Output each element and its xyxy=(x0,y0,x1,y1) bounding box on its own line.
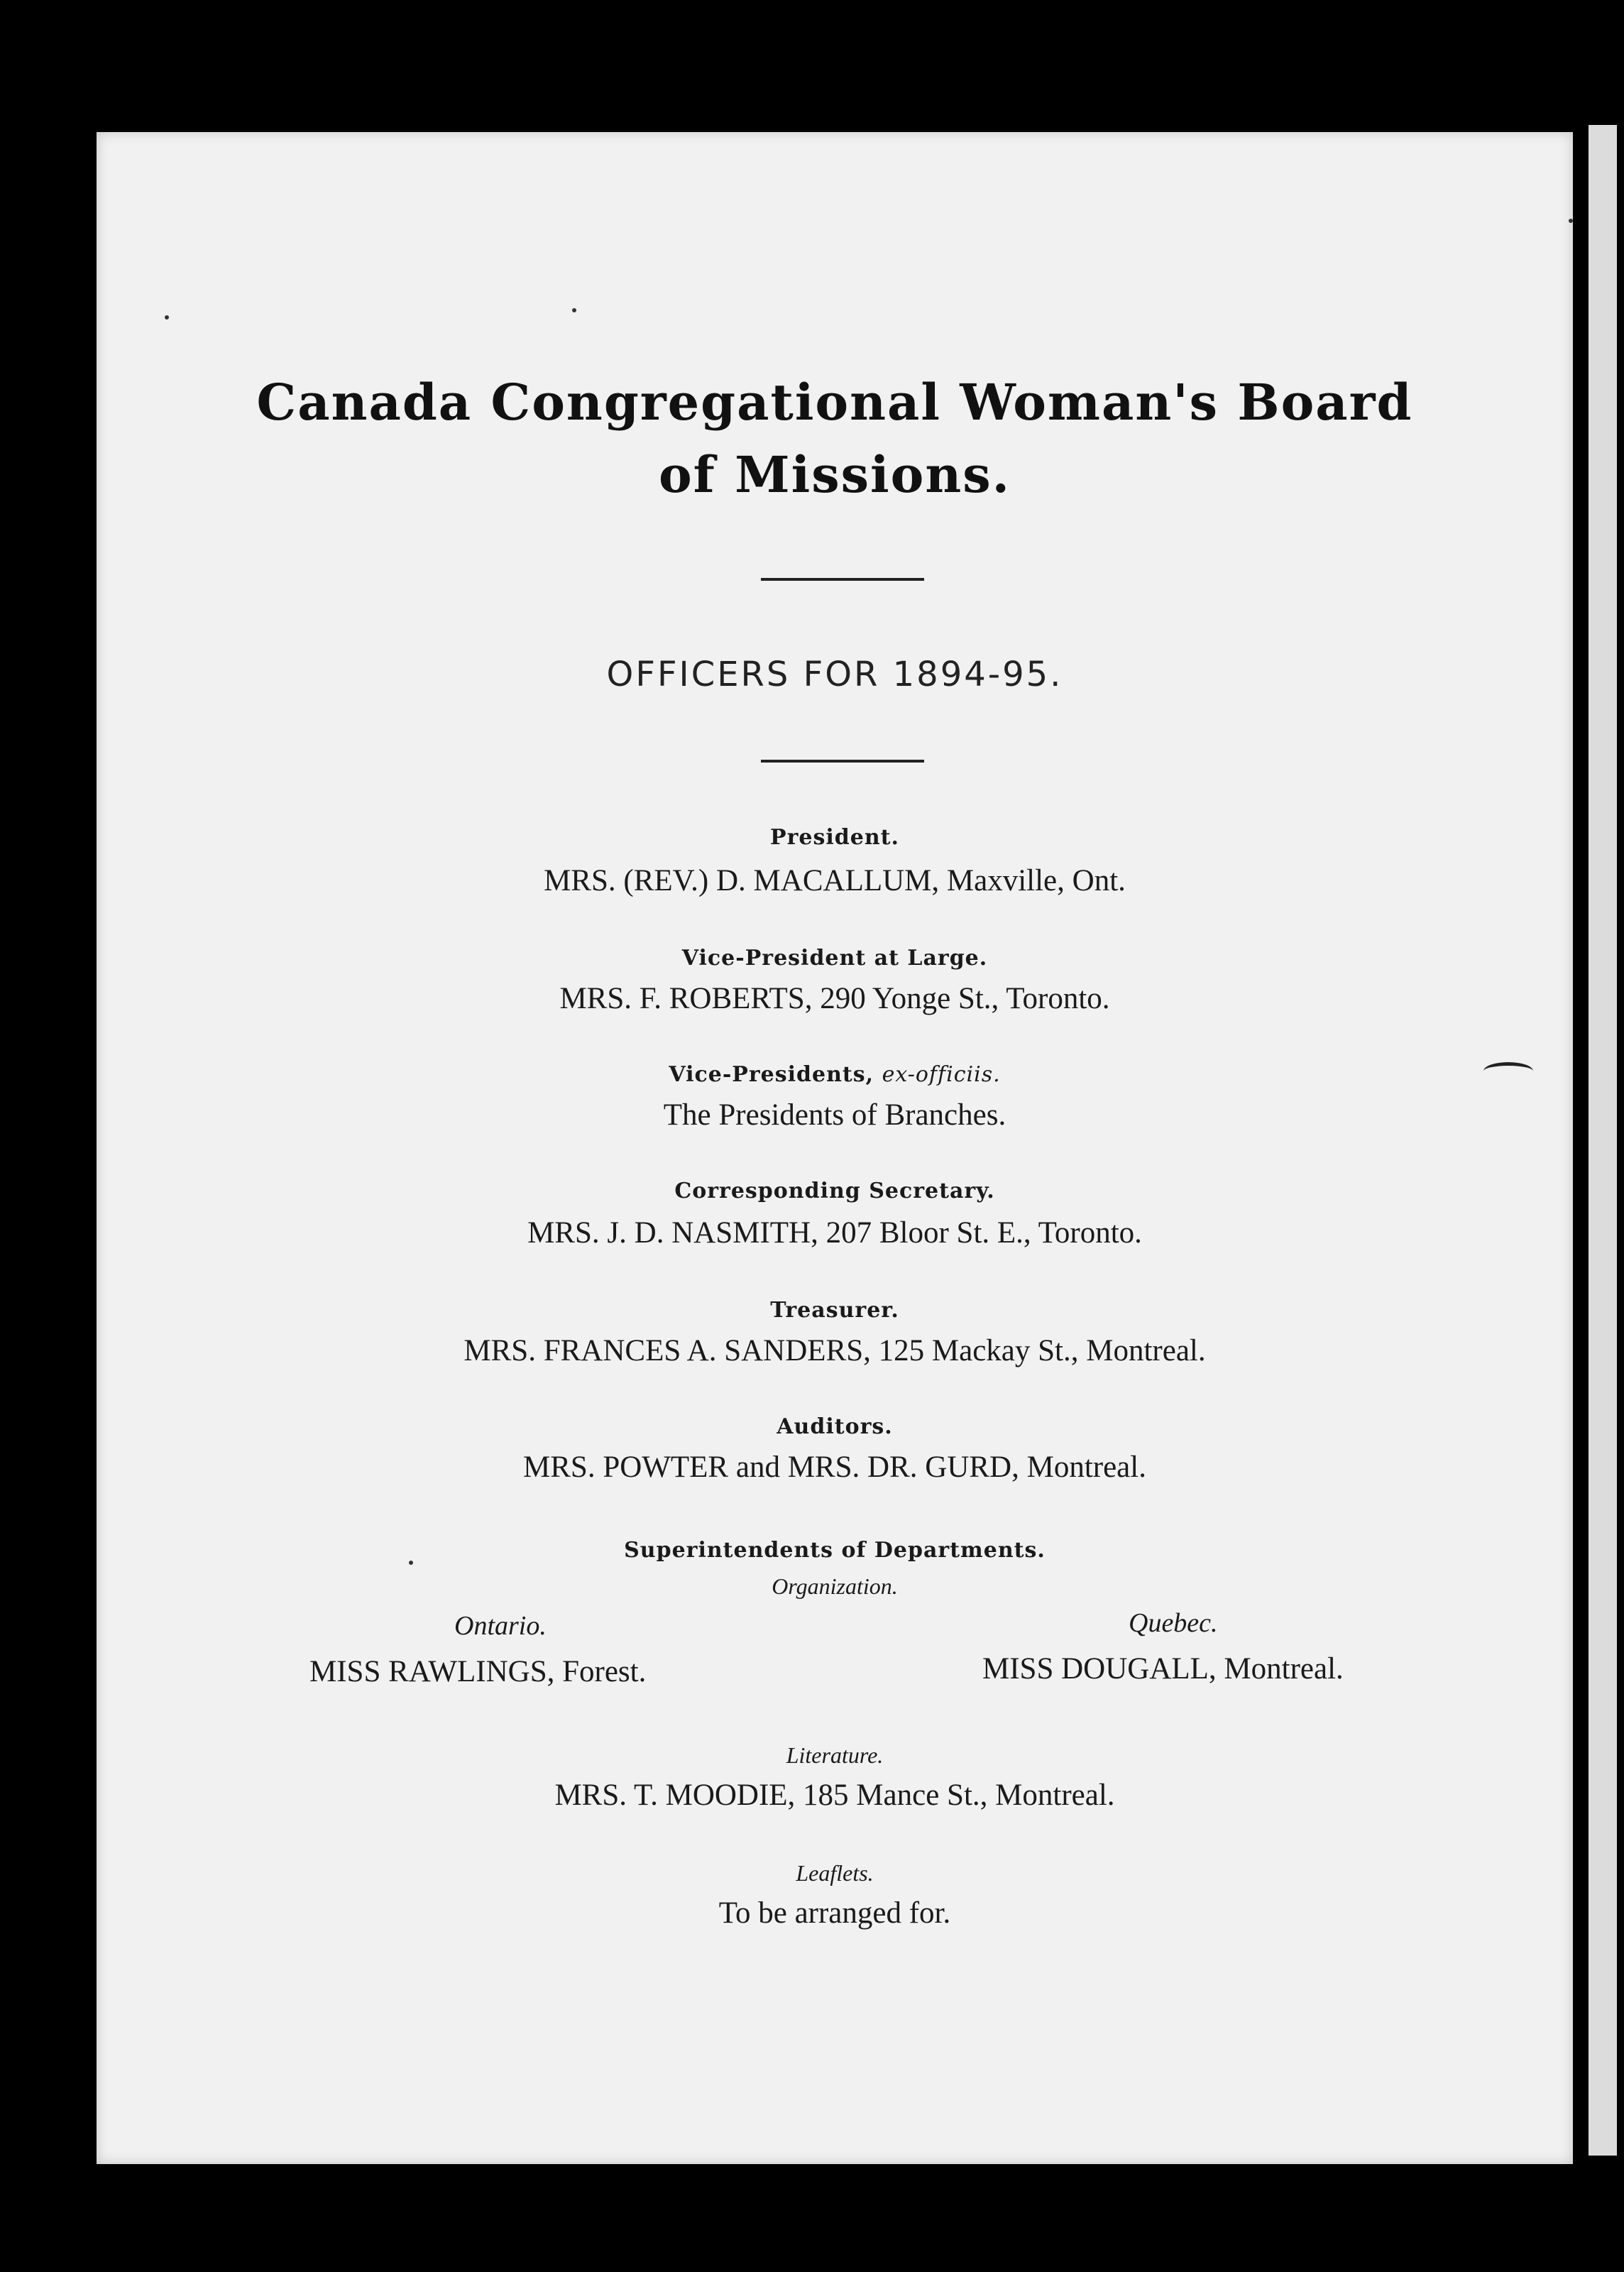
corresponding-secretary-name: MRS. J. D. NASMITH, 207 Bloor St. E., Toronto. xyxy=(527,1216,1142,1250)
heading-divider xyxy=(761,760,924,763)
vice-presidents-role-text: Vice-Presidents, xyxy=(669,1062,874,1087)
speck xyxy=(1569,219,1573,223)
title-divider xyxy=(761,578,924,581)
document-page xyxy=(97,132,1573,2164)
quebec-name: MISS DOUGALL, Montreal. xyxy=(982,1652,1344,1686)
speck xyxy=(572,308,576,312)
president-role: President. xyxy=(770,825,899,850)
speck xyxy=(165,315,169,320)
corresponding-secretary-role: Corresponding Secretary. xyxy=(674,1179,995,1203)
page-curl-mark xyxy=(1483,1062,1533,1080)
vice-presidents-role xyxy=(97,1062,1573,1087)
literature-name: MRS. T. MOODIE, 185 Mance St., Montreal. xyxy=(554,1779,1115,1812)
auditors-role: Auditors. xyxy=(777,1414,893,1439)
leaflets-label: Leaflets. xyxy=(796,1860,874,1886)
vp-at-large-role: Vice-President at Large. xyxy=(681,946,988,971)
officers-heading: OFFICERS FOR 1894-95. xyxy=(606,655,1063,694)
organization-label: Organization. xyxy=(772,1573,898,1599)
auditors-name: MRS. POWTER and MRS. DR. GURD, Montreal. xyxy=(523,1451,1146,1484)
adjacent-page-edge xyxy=(1589,125,1617,2156)
ontario-name: MISS RAWLINGS, Forest. xyxy=(309,1655,647,1688)
literature-label: Literature. xyxy=(786,1742,884,1768)
ontario-label: Ontario. xyxy=(454,1611,547,1641)
president-name: MRS. (REV.) D. MACALLUM, Maxville, Ont. xyxy=(544,864,1126,897)
treasurer-name: MRS. FRANCES A. SANDERS, 125 Mackay St., Montreal. xyxy=(463,1334,1206,1367)
document-title-line-2: of Missions. xyxy=(658,445,1011,504)
leaflets-name: To be arranged for. xyxy=(718,1896,951,1930)
superintendents-role: Superintendents of Departments. xyxy=(624,1538,1046,1563)
vp-at-large-name: MRS. F. ROBERTS, 290 Yonge St., Toronto. xyxy=(559,982,1110,1015)
treasurer-role: Treasurer. xyxy=(770,1298,899,1323)
vice-presidents-role-suffix: ex-officiis. xyxy=(882,1062,1001,1087)
document-title-line-1: Canada Congregational Woman's Board xyxy=(256,373,1413,432)
vice-presidents-name: The Presidents of Branches. xyxy=(663,1098,1006,1132)
quebec-label: Quebec. xyxy=(1129,1608,1218,1638)
